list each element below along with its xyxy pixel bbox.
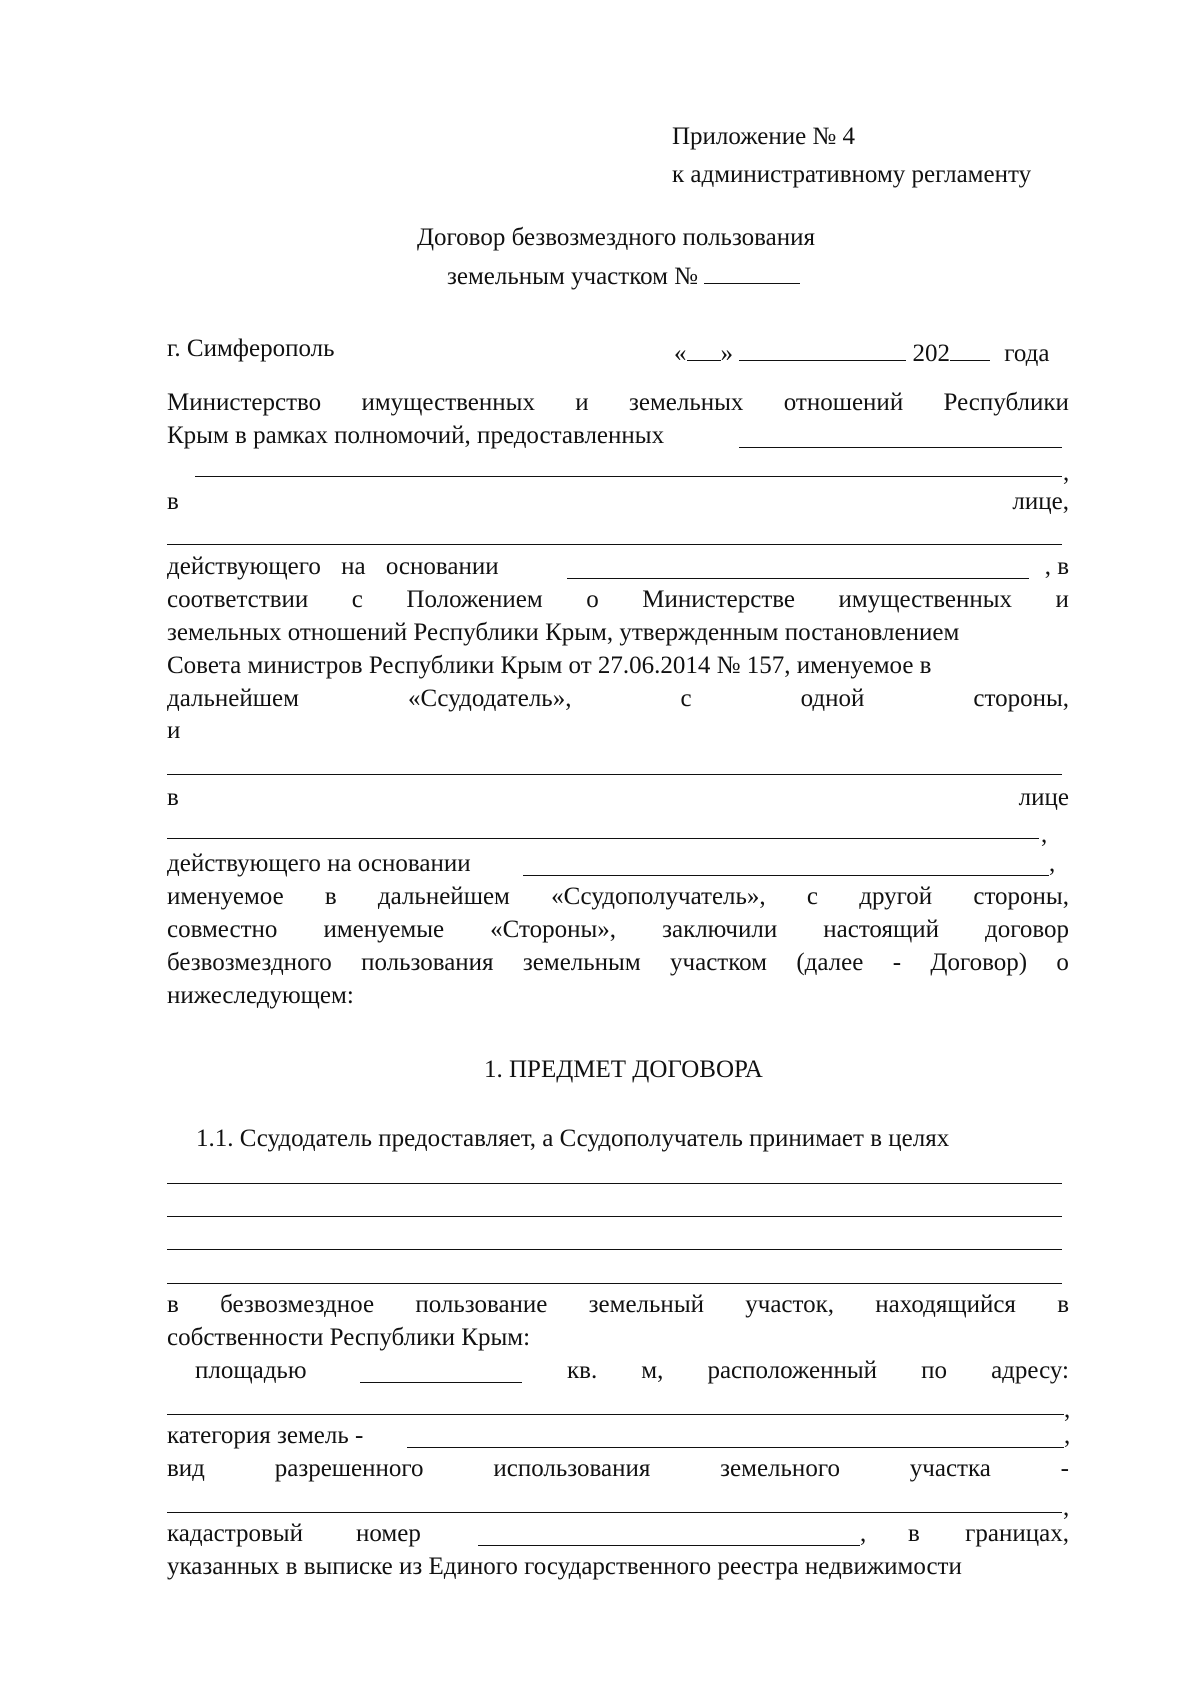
word: земельным <box>522 949 641 976</box>
purpose-blank-2 <box>167 1216 1062 1217</box>
p11-line2 <box>167 1290 1069 1320</box>
word: и <box>575 389 589 416</box>
word: Министерство <box>167 389 322 416</box>
word: границах, <box>965 1520 1069 1547</box>
p2-line1 <box>167 552 1069 582</box>
city: г. Симферополь <box>167 335 335 362</box>
comma: , <box>1063 1494 1070 1521</box>
comma: , <box>860 1520 867 1547</box>
word: безвозмездное <box>220 1291 375 1318</box>
quote-open: « <box>674 340 687 367</box>
document-title-line1: Договор безвозмездного пользования <box>417 224 815 251</box>
word: на <box>341 553 366 580</box>
p2-line3 <box>167 618 1069 648</box>
p1-line1 <box>167 388 1069 418</box>
year-suffix: года <box>1004 340 1050 367</box>
category-line <box>167 1421 1069 1451</box>
month-blank <box>739 334 906 361</box>
word-litse: лице, <box>1012 488 1069 515</box>
word: безвозмездного <box>167 949 332 976</box>
text: действующего на основании <box>167 850 471 877</box>
word: отношений <box>783 389 904 416</box>
word: соответствии <box>167 586 309 613</box>
word: Республики <box>943 389 1069 416</box>
area-words <box>567 1356 1069 1386</box>
borrower-name-blank <box>167 774 1062 775</box>
word: по <box>921 1357 947 1384</box>
year-prefix: 202 <box>912 340 950 367</box>
word: в <box>324 883 337 910</box>
word: заключили <box>662 916 778 943</box>
person-line2 <box>167 783 1069 813</box>
year-blank <box>950 334 990 361</box>
word: именуемые <box>323 916 445 943</box>
day-blank <box>687 334 721 361</box>
word: участком <box>670 949 767 976</box>
word: с <box>351 586 363 613</box>
word: пользования <box>361 949 494 976</box>
word-v: в <box>167 784 179 811</box>
text: категория земель - <box>167 1422 364 1449</box>
authority-blank <box>739 421 1062 448</box>
cadastral-blank <box>478 1519 860 1546</box>
p1-line2 <box>167 421 1069 451</box>
appendix-number: Приложение № 4 <box>672 123 856 150</box>
comma: , <box>1064 1396 1071 1423</box>
word: действующего <box>167 553 321 580</box>
p3-line2 <box>167 882 1069 912</box>
word: совместно <box>167 916 278 943</box>
borrower-basis-blank <box>523 849 1049 876</box>
date-block <box>674 334 1049 369</box>
word: в <box>167 1291 179 1318</box>
basis-blank <box>567 552 1029 579</box>
word: кадастровый <box>167 1520 303 1547</box>
word: другой <box>859 883 933 910</box>
word: участок, <box>745 1291 835 1318</box>
word: Договор) <box>930 949 1028 976</box>
borrower-representative-blank <box>167 838 1039 839</box>
use-blank <box>167 1512 1062 1513</box>
representative-blank <box>167 544 1062 545</box>
word: кв. <box>567 1357 598 1384</box>
word: - <box>1060 1455 1069 1482</box>
word: адресу: <box>991 1357 1069 1384</box>
cadastral-line <box>167 1519 1069 1549</box>
purpose-blank-4 <box>167 1283 1062 1284</box>
word: настоящий <box>823 916 939 943</box>
word: в <box>1057 1291 1069 1318</box>
word: дальнейшем <box>377 883 510 910</box>
purpose-blank-1 <box>167 1183 1062 1184</box>
word: о <box>1056 949 1069 976</box>
purpose-blank-3 <box>167 1249 1062 1250</box>
word: использования <box>493 1455 651 1482</box>
word: имущественных <box>361 389 535 416</box>
word: расположенный <box>707 1357 878 1384</box>
comma: , <box>1064 1422 1071 1449</box>
word: разрешенного <box>274 1455 424 1482</box>
word: одной <box>800 685 865 712</box>
text: Совета министров Республики Крым от 27.06.2014 № 157, именуемое в <box>167 652 932 679</box>
word: земельных <box>628 389 744 416</box>
word: площадью <box>195 1357 307 1384</box>
word: (далее <box>796 949 864 976</box>
authority-blank-line2 <box>195 476 1062 477</box>
word: договор <box>985 916 1069 943</box>
word: «Стороны», <box>490 916 617 943</box>
document-title-line2 <box>447 257 800 294</box>
last-line: указанных в выписке из Единого государственного реестра недвижимости <box>167 1553 962 1580</box>
place-date-row <box>167 334 1069 367</box>
p3-line1 <box>167 849 1069 879</box>
p3-line3 <box>167 915 1069 945</box>
category-blank <box>407 1421 1064 1448</box>
word: основании <box>385 553 499 580</box>
word: - <box>892 949 902 976</box>
text: 1.1. Ссудодатель предоставляет, а Ссудополучатель принимает в целях <box>196 1125 950 1152</box>
word: стороны, <box>973 883 1069 910</box>
word: «Ссудодатель», <box>407 685 572 712</box>
word: именуемое <box>167 883 284 910</box>
word: участка <box>909 1455 991 1482</box>
word: стороны, <box>973 685 1069 712</box>
word: земельного <box>720 1455 840 1482</box>
word: находящийся <box>875 1291 1016 1318</box>
comma: , <box>1049 850 1056 877</box>
contract-number-blank <box>704 257 800 284</box>
address-blank <box>167 1414 1064 1415</box>
word: Положением <box>406 586 543 613</box>
use-line <box>167 1454 1069 1484</box>
word: Министерстве <box>642 586 795 613</box>
authority-text: Крым в рамках полномочий, предоставленных <box>167 422 665 449</box>
word: с <box>680 685 692 712</box>
word: и <box>1055 586 1069 613</box>
quote-close: » <box>720 340 733 367</box>
section1-heading: 1. ПРЕДМЕТ ДОГОВОРА <box>484 1056 763 1083</box>
area-blank <box>360 1356 522 1383</box>
p3-line4 <box>167 948 1069 978</box>
word: имущественных <box>838 586 1013 613</box>
p2-line2 <box>167 585 1069 615</box>
p11-line1 <box>196 1124 1069 1154</box>
word: земельный <box>588 1291 704 1318</box>
word: «Ссудополучатель», <box>551 883 766 910</box>
title-text: земельным участком № <box>447 263 699 290</box>
p11-line3: собственности Республики Крым: <box>167 1324 531 1351</box>
comma: , <box>1063 459 1070 486</box>
appendix-subtitle: к административному регламенту <box>672 161 1032 188</box>
p2-line5 <box>167 684 1069 714</box>
word: в <box>908 1520 920 1547</box>
word: с <box>806 883 818 910</box>
person-line1 <box>167 487 1069 517</box>
p2-line6: и <box>167 717 181 744</box>
word-v: в <box>167 488 179 515</box>
text: земельных отношений Республики Крым, утвержденным постановлением <box>167 619 960 646</box>
word: пользование <box>415 1291 548 1318</box>
p3-line5: нижеследующем: <box>167 982 354 1009</box>
word: дальнейшем <box>167 685 299 712</box>
word: м, <box>641 1357 664 1384</box>
word-litse: лице <box>1018 784 1069 811</box>
word: вид <box>167 1455 205 1482</box>
word: номер <box>356 1520 421 1547</box>
word: о <box>586 586 599 613</box>
comma: , <box>1041 821 1048 848</box>
p2-line4 <box>167 651 1069 681</box>
word: , в <box>1044 553 1069 580</box>
